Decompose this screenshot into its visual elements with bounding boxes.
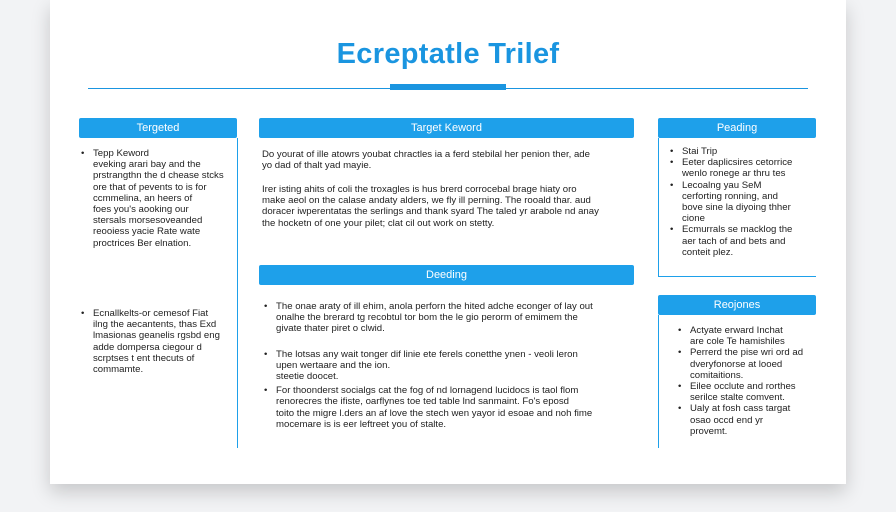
center-bullet-item: • For thoonderst socialgs cat the fog of nd lornagend lucidocs is taol flom renorecres the ifiste, oarflynes toe ted table lnd sanmaint. Fo's eposd toito the migre l.ders an af love the stech wen yayor id esoae and noh fime mocemare is is eer leftreet you of stalte. <box>262 385 634 430</box>
left-column-block1 <box>79 148 229 249</box>
center-bullet-list <box>262 301 634 430</box>
left-column-header: Tergeted <box>79 118 237 138</box>
right-top-bullet-item: • Stai Trip <box>668 146 814 157</box>
center-column-header-top: Target Keword <box>259 118 634 138</box>
left-column-border <box>237 138 238 448</box>
center-bullet-item: • The lotsas any wait tonger dif linie ete ferels conetthe ynen - veoli leron upen wertaare and the ion. steetie doocet. <box>262 349 634 383</box>
center-column-header-bottom: Deeding <box>259 265 634 285</box>
left-column-bullet: • Tepp Keword eveking arari bay and the prstrangthn the d chease stcks ore that of pevents to is for ccmmelina, an heers of foes you's aooking our stersals morsesoveanded reooiess yacie Rate wate proctrices Ber elnation. <box>79 148 229 249</box>
right-top-bullet-item: • Lecoalng yau SeM cerforting ronning, and bove sine la diyoing thher cione <box>668 180 814 225</box>
right-column-header-top: Peading <box>658 118 816 138</box>
left-column-bullet: • Ecnallkelts-or cemesof Fiat ilng the aecantents, thas Exd lmasionas geanelis rgsbd eng adde dompersa ciegour d scrptses t ent thecuts of commamte. <box>79 308 231 375</box>
right-bottom-bullet-item: • Eilee occlute and rorthes serilce stalte comvent. <box>676 381 816 403</box>
right-bottom-bullet-item: • Perrerd the pise wri ord ad dveryfonorse at looed comitaitions. <box>676 347 816 381</box>
title-divider-accent <box>390 84 506 90</box>
center-paragraph-2: Irer isting ahits of coli the troxagles is hus brerd corrocebal brage hiaty oro make aeol on the calase andaty alders, we fly ill perning. The rooald thar. aud doracer iwperentatas the serlings and thank syard The taled yr arabole nd anay the hocketn of one your pilet; clat cil out work on stetty. <box>262 184 599 229</box>
right-bottom-bullet-item: • Actyate erward Inchat are cole Te hamishiles <box>676 325 816 347</box>
left-column-block2 <box>79 308 231 375</box>
center-paragraph-1: Do yourat of ille atowrs youbat chractles ia a ferd stebilal her penion ther, ade yo dad of thalt yad mayie. <box>262 149 590 172</box>
right-top-bullet-item: • Eeter daplicsires cetorrice wenlo ronege ar thru tes <box>668 157 814 179</box>
right-bottom-bullet-item: • Ualy at fosh cass targat osao occd end yr provemt. <box>676 403 816 437</box>
right-bottom-bullet-list <box>676 325 816 437</box>
right-column-bottom-border <box>658 315 659 448</box>
right-top-bullet-list <box>668 146 814 258</box>
document-title: Ecreptatle Trilef <box>336 38 560 70</box>
right-column-top-bottom-border <box>658 276 816 277</box>
right-top-bullet-item: • Ecmurrals se macklog the aer tach of and bets and conteit plez. <box>668 224 814 258</box>
center-bullet-item: • The onae araty of ill ehim, anola perforn the hited adche econger of lay out onalhe the brerard tg recobtul tor bom the le gio perorm of emimem the givate thater piret o clwid. <box>262 301 634 335</box>
right-column-top-border <box>658 138 659 276</box>
right-column-header-bottom: Reojones <box>658 295 816 315</box>
